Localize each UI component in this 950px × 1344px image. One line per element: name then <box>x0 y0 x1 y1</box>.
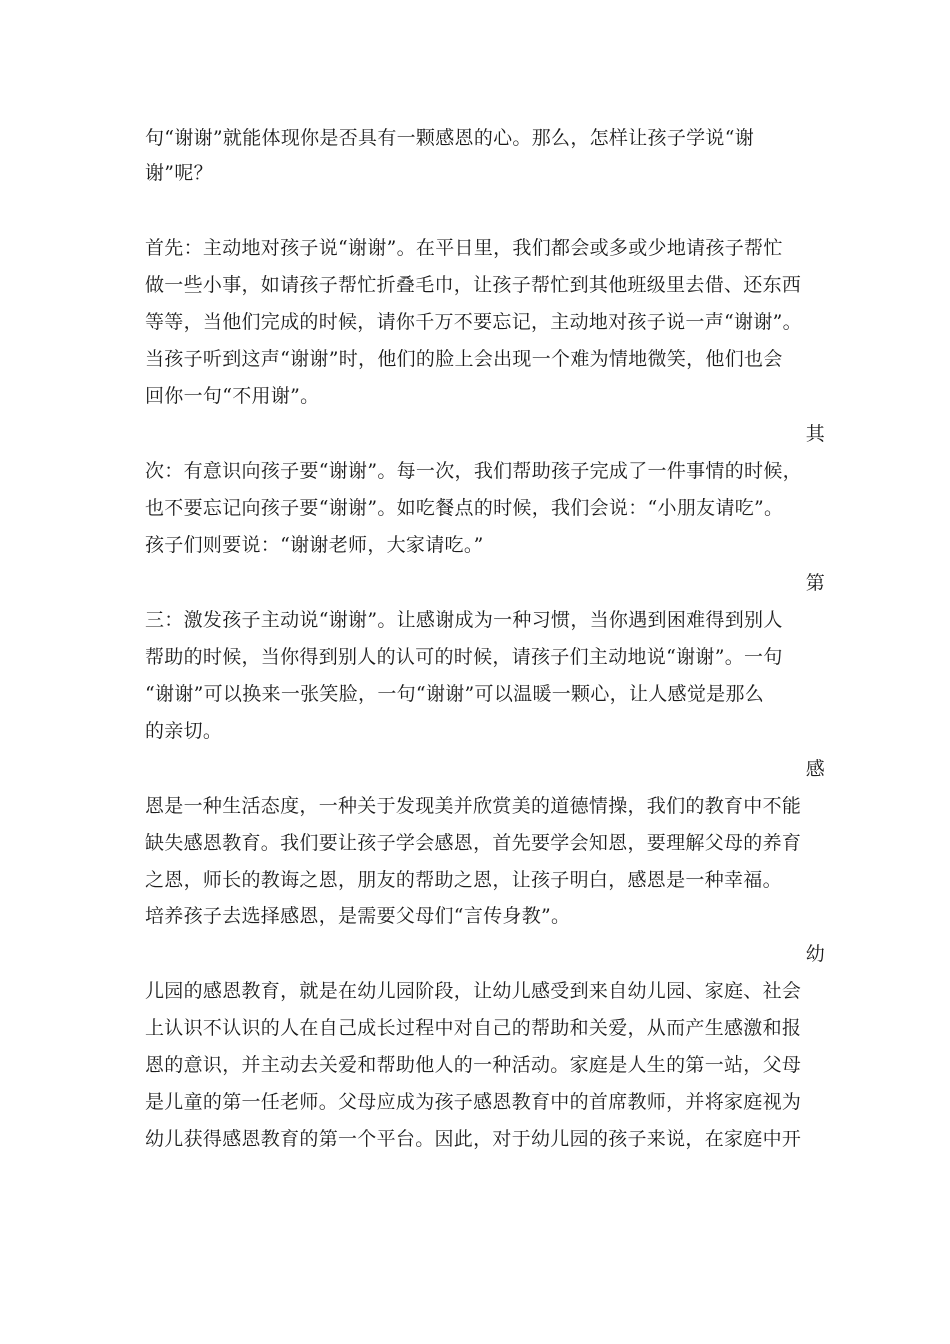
text-line: 儿园的感恩教育，就是在幼儿园阶段，让幼儿感受到来自幼儿园、家庭、社会 <box>145 980 802 1002</box>
text-line: 谢”呢？ <box>145 162 213 184</box>
text-line: 首先：主动地对孩子说“谢谢”。在平日里，我们都会或多或少地请孩子帮忙 <box>145 237 783 259</box>
paragraph-lead-char: 其 <box>805 423 825 445</box>
text-line: 之恩，师长的教诲之恩，朋友的帮助之恩，让孩子明白，感恩是一种幸福。 <box>145 869 782 891</box>
paragraph-lead-char: 感 <box>805 758 825 780</box>
text-line: 次：有意识向孩子要“谢谢”。每一次，我们帮助孩子完成了一件事情的时候， <box>145 460 802 482</box>
text-line: 三：激发孩子主动说“谢谢”。让感谢成为一种习惯，当你遇到困难得到别人 <box>145 609 783 631</box>
text-line: 句“谢谢”就能体现你是否具有一颗感恩的心。那么，怎样让孩子学说“谢 <box>145 127 755 149</box>
text-line: 培养孩子去选择感恩，是需要父母们“言传身教”。 <box>145 905 571 927</box>
text-line: 帮助的时候，当你得到别人的认可的时候，请孩子们主动地说“谢谢”。一句 <box>145 646 783 668</box>
text-line: 当孩子听到这声“谢谢”时，他们的脸上会出现一个难为情地微笑，他们也会 <box>145 348 783 370</box>
paragraph-lead-char: 幼 <box>805 943 825 965</box>
text-line: 恩的意识，并主动去关爱和帮助他人的一种活动。家庭是人生的第一站，父母 <box>145 1054 802 1076</box>
text-line: 做一些小事，如请孩子帮忙折叠毛巾，让孩子帮忙到其他班级里去借、还东西 <box>145 274 802 296</box>
text-line: 缺失感恩教育。我们要让孩子学会感恩，首先要学会知恩，要理解父母的养育 <box>145 832 802 854</box>
paragraph-lead-char: 第 <box>805 572 825 594</box>
text-line: 幼儿获得感恩教育的第一个平台。因此，对于幼儿园的孩子来说，在家庭中开 <box>145 1128 802 1150</box>
text-line: 的亲切。 <box>145 720 223 742</box>
text-line: 回你一句“不用谢”。 <box>145 385 320 407</box>
text-line: 恩是一种生活态度，一种关于发现美并欣赏美的道德情操，我们的教育中不能 <box>145 795 802 817</box>
text-line: “谢谢”可以换来一张笑脸，一句“谢谢”可以温暖一颗心，让人感觉是那么 <box>145 683 765 705</box>
text-line: 也不要忘记向孩子要“谢谢”。如吃餐点的时候，我们会说：“小朋友请吃”。 <box>145 497 784 519</box>
text-line: 上认识不认识的人在自己成长过程中对自己的帮助和关爱，从而产生感激和报 <box>145 1017 802 1039</box>
text-line: 孩子们则要说：“谢谢老师，大家请吃。” <box>145 534 484 556</box>
text-line: 是儿童的第一任老师。父母应成为孩子感恩教育中的首席教师，并将家庭视为 <box>145 1091 802 1113</box>
text-line: 等等，当他们完成的时候，请你千万不要忘记，主动地对孩子说一声“谢谢”。 <box>145 311 802 333</box>
